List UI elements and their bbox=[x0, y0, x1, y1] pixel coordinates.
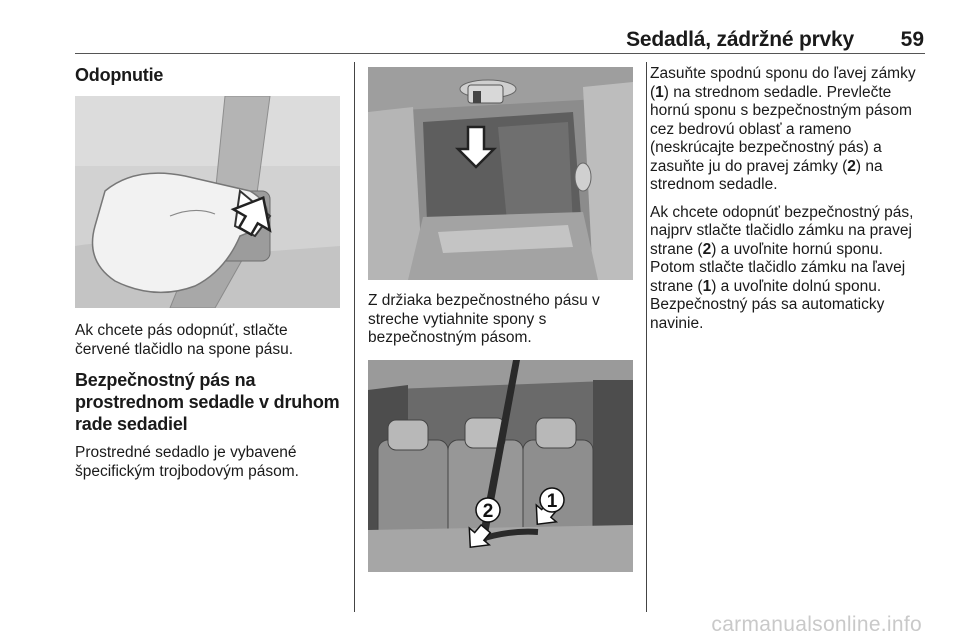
column-1 bbox=[75, 64, 343, 481]
figure-roof-belt-holder bbox=[368, 67, 633, 280]
bold-callout-ref: 2 bbox=[702, 240, 712, 258]
watermark: carmanualsonline.info bbox=[711, 613, 922, 636]
header-rule bbox=[75, 53, 925, 54]
column-2 bbox=[368, 64, 633, 572]
column-divider-left bbox=[354, 62, 355, 612]
text-span: Ak chcete odopnúť bezpečnostný pás, najprv stlačte tlačidlo zámku na pravej strane ( bbox=[650, 203, 914, 258]
text-span: ) na strednom sedadle. bbox=[650, 157, 883, 193]
page-number: 59 bbox=[900, 28, 924, 51]
instructions-unfasten bbox=[650, 204, 928, 334]
callout-2: 2 bbox=[482, 500, 494, 522]
instructions-fasten bbox=[650, 65, 928, 195]
bold-callout-ref: 2 bbox=[847, 157, 856, 175]
caption-buckle-release: Ak chcete pás odopnúť, stlačte červené tlačidlo na spone pásu. bbox=[75, 322, 294, 358]
text-span: Zasuňte spodnú sponu do ľavej zámky ( bbox=[650, 65, 916, 101]
section-heading-odopnutie: Odopnutie bbox=[75, 65, 164, 85]
bold-callout-ref: 1 bbox=[655, 83, 664, 101]
column-divider-right bbox=[646, 62, 647, 612]
section-heading-middle-seat: Bezpečnostný pás na prostrednom sedadle v druhom rade sedadiel bbox=[75, 370, 340, 434]
text-span: ) na strednom sedadle. Prevlečte hornú sponu s bezpečnostným pásom cez bedrovú oblasť a rameno (neskrúcajte bezpečnostný pás) a zasuňte ju do pravej zámky ( bbox=[650, 83, 912, 175]
caption-roof-belt-holder: Z držiaka bezpečnostného pásu v streche vytiahnite spony s bezpečnostným pásom. bbox=[368, 292, 600, 346]
figure-middle-seat-belt bbox=[368, 360, 633, 572]
body-middle-seat: Prostredné sedadlo je vybavené špecifickým trojbodovým pásom. bbox=[75, 444, 299, 480]
bold-callout-ref: 1 bbox=[702, 277, 712, 295]
text-span: ) a uvoľnite hornú sponu. Potom stlačte tlačidlo zámku na ľavej strane ( bbox=[650, 240, 906, 295]
column-3 bbox=[650, 64, 930, 333]
header-title: Sedadlá, zádržné prvky bbox=[626, 28, 854, 51]
callout-1: 1 bbox=[546, 490, 558, 512]
text-span: ) a uvoľnite dolnú sponu. Bezpečnostný pás sa automaticky navinie. bbox=[650, 277, 885, 332]
figure-buckle-release bbox=[75, 96, 340, 308]
